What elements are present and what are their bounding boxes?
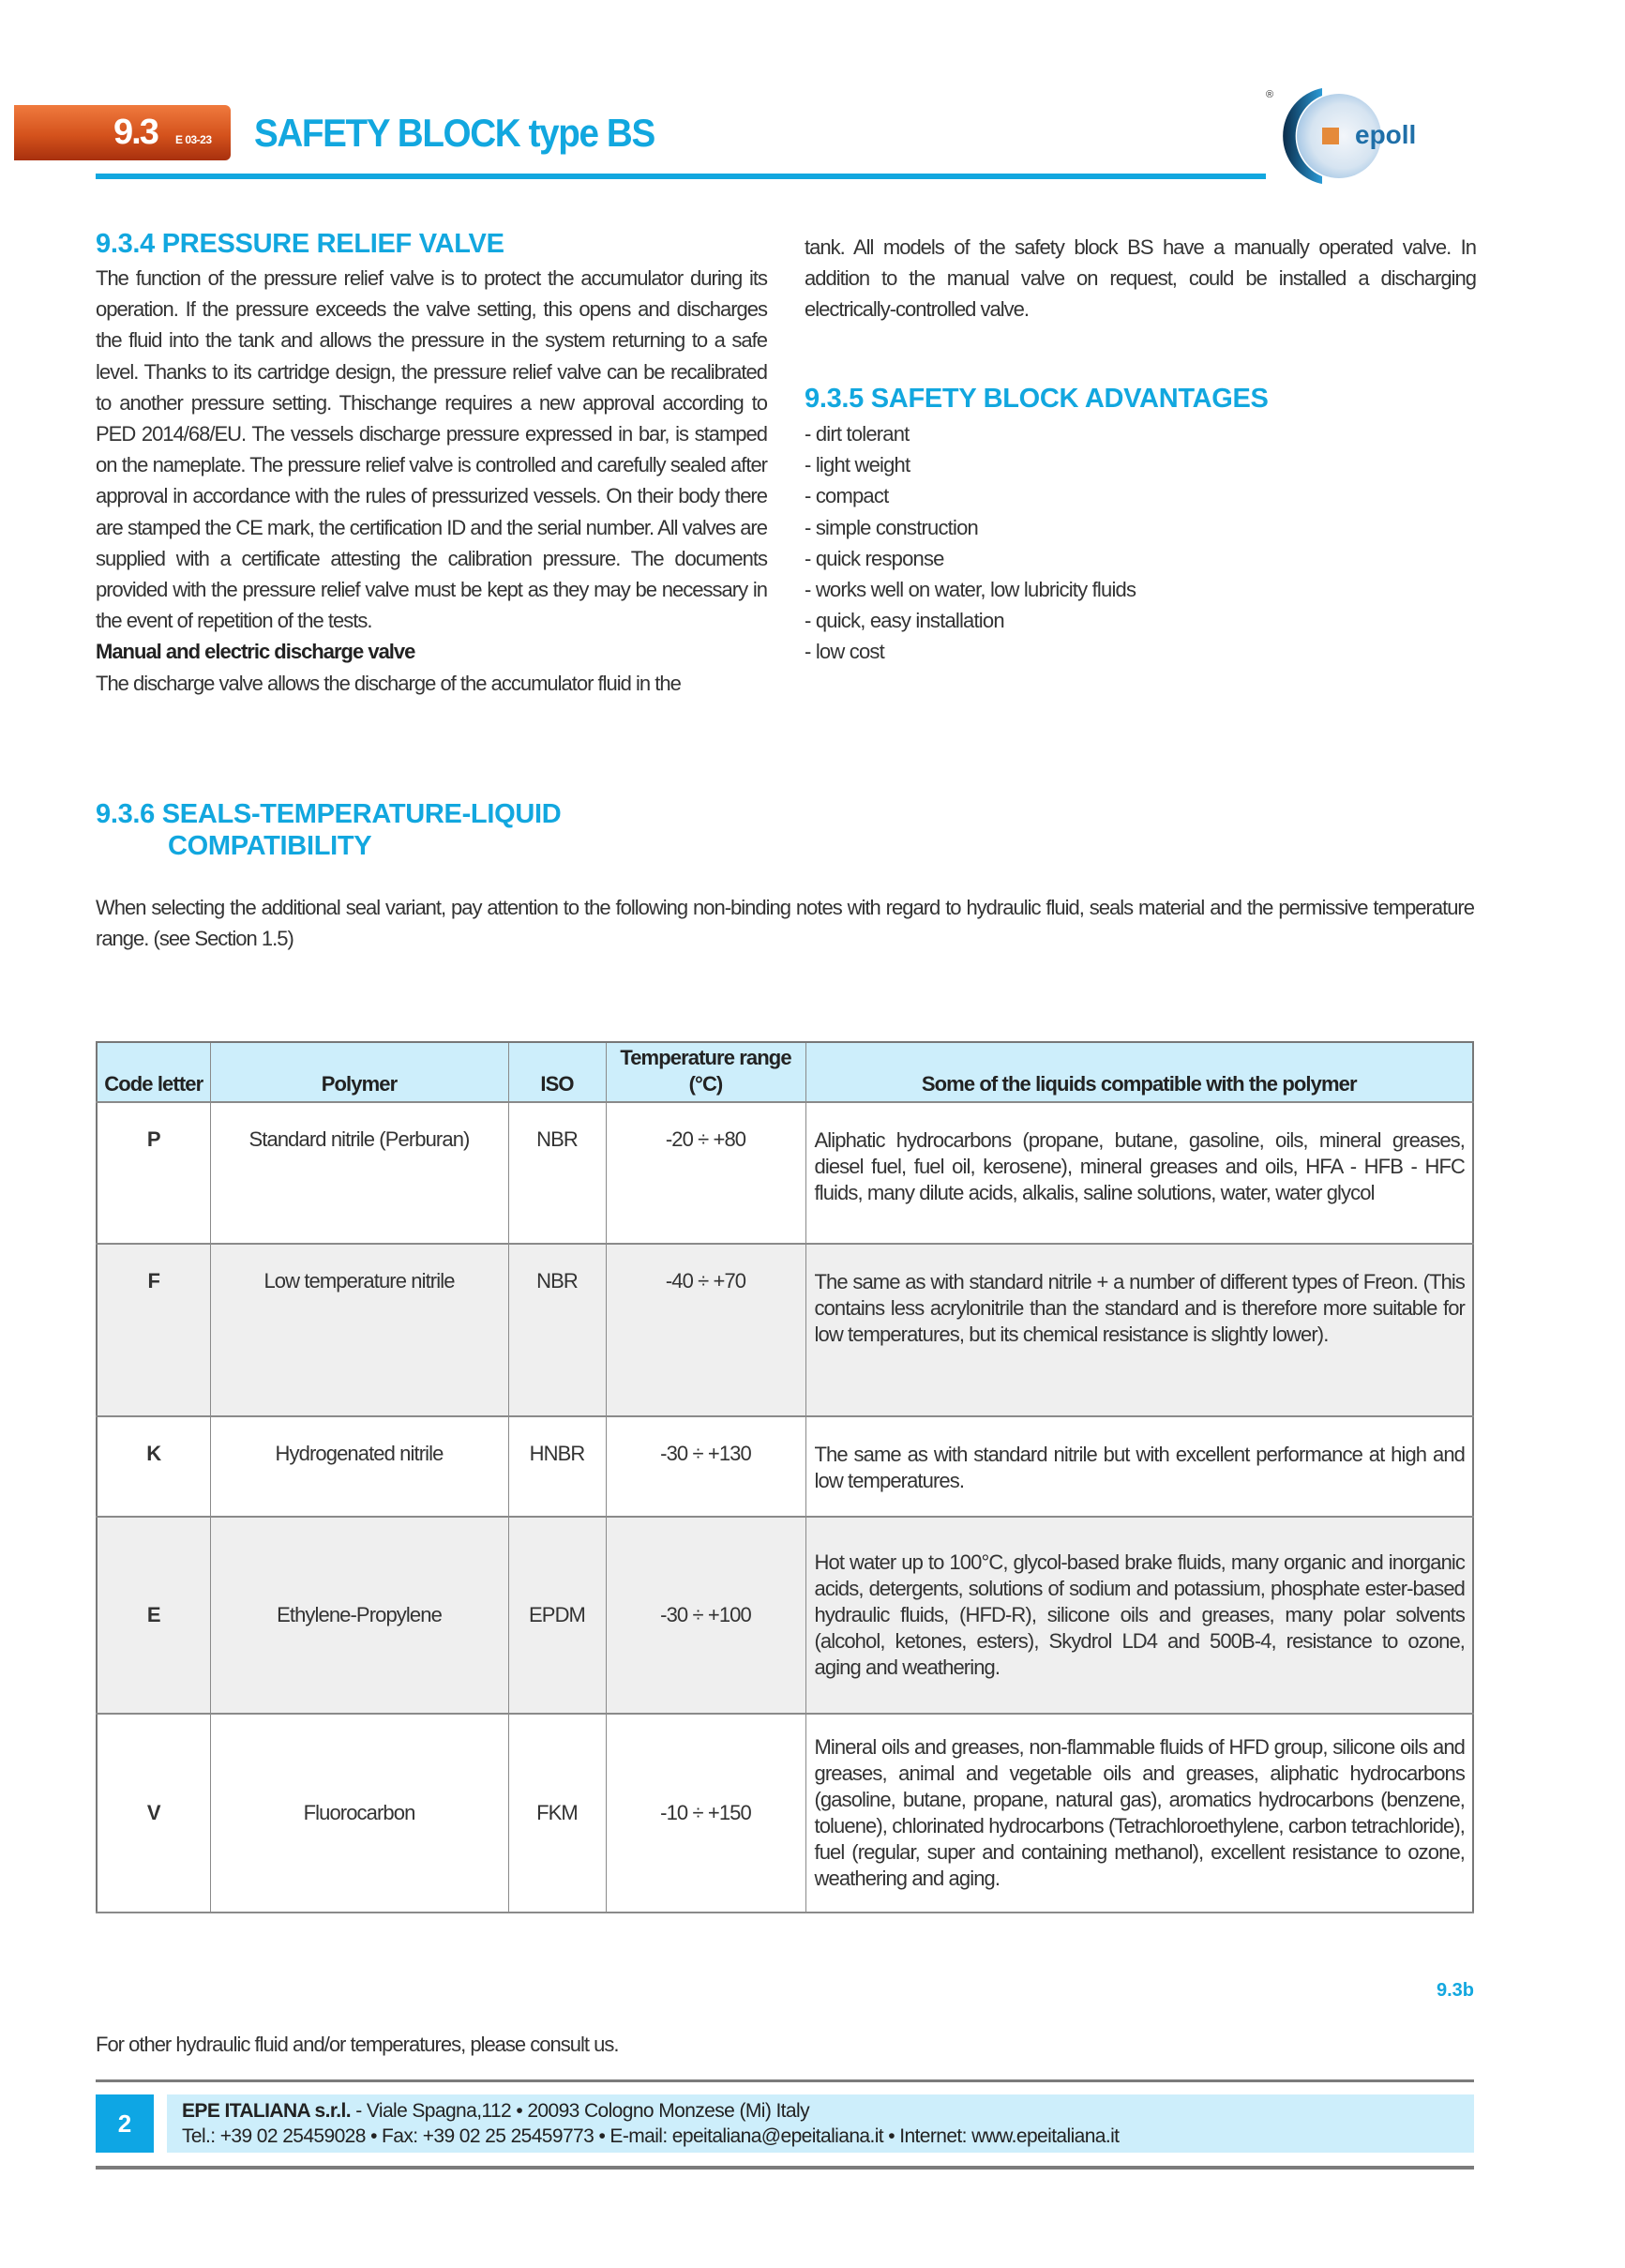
table-reference: 9.3b	[1436, 1980, 1474, 2001]
cell-temp: -10 ÷ +150	[606, 1714, 805, 1913]
cell-polymer: Hydrogenated nitrile	[210, 1416, 508, 1517]
advantages-list	[805, 418, 1136, 668]
cell-code: K	[97, 1416, 210, 1517]
section-934-heading: 9.3.4 PRESSURE RELIEF VALVE	[96, 229, 504, 259]
page-number: 2	[96, 2094, 154, 2153]
list-item: - simple construction	[805, 515, 978, 539]
company-contacts: Tel.: +39 02 25459028 • Fax: +39 02 25 25459773 • E-mail: epeitaliana@epeitaliana.it • Internet: www.epeitaliana.it	[182, 2125, 1120, 2147]
cell-temp: -20 ÷ +80	[606, 1102, 805, 1244]
cell-liquids: Mineral oils and greases, non-flammable fluids of HFD group, silicone oils and greases, animal and vegetable oils and greases, aliphatic hydrocarbons (gasoline, butane, propane, natural gas), aromatics hydrocarbons (benzene, toluene), chlorinated hydrocarbons (Tetrachloroethylene, carbon tetrachloride), fuel (regular, super and containing methanol), excellent resistance to ozone, weathering and aging.	[805, 1714, 1473, 1913]
company-address: - Viale Spagna,112 • 20093 Cologno Monzese (Mi) Italy	[350, 2100, 809, 2122]
svg-text:®: ®	[1266, 89, 1274, 100]
cell-code: P	[97, 1102, 210, 1244]
cell-code: F	[97, 1244, 210, 1416]
list-item: - light weight	[805, 453, 910, 477]
cell-polymer: Ethylene-Propylene	[210, 1517, 508, 1714]
header-liquids: Some of the liquids compatible with the polymer	[805, 1042, 1473, 1102]
list-item: - compact	[805, 484, 889, 508]
section-badge	[14, 105, 231, 160]
cell-iso: NBR	[508, 1244, 606, 1416]
discharge-valve-body: The discharge valve allows the discharge of the accumulator fluid in the	[96, 671, 681, 695]
list-item: - dirt tolerant	[805, 422, 910, 446]
section-935-heading: 9.3.5 SAFETY BLOCK ADVANTAGES	[805, 384, 1269, 414]
cell-code: E	[97, 1517, 210, 1714]
epoll-logo	[1266, 86, 1482, 185]
list-item: - quick, easy installation	[805, 609, 1004, 633]
list-item: - works well on water, low lubricity fluids	[805, 578, 1136, 602]
svg-text:epoll: epoll	[1355, 120, 1417, 149]
cell-liquids: Hot water up to 100°C, glycol-based brake fluids, many organic and inorganic acids, detergents, solutions of sodium and potassium, phosphate ester-based hydraulic fluids, (HFD-R), silicone oils and greases, many polar solvents (alcohol, ketones, esters), Skydrol LD4 and 500B-4, resistance to ozone, aging and weathering.	[805, 1517, 1473, 1714]
footer-divider	[96, 2079, 1474, 2082]
discharge-valve-subheading: Manual and electric discharge valve	[96, 640, 415, 664]
list-item: - low cost	[805, 640, 884, 664]
footer-divider-bottom	[96, 2166, 1474, 2170]
consult-note: For other hydraulic fluid and/or temperatures, please consult us.	[96, 2033, 619, 2056]
cell-temp: -30 ÷ +130	[606, 1416, 805, 1517]
discharge-valve-body-cont: tank. All models of the safety block BS have a manually operated valve. In addition to the manual valve on request, could be installed a discharging electrically-controlled valve.	[805, 235, 1476, 322]
cell-liquids: The same as with standard nitrile but with excellent performance at high and low temperatures.	[805, 1416, 1473, 1517]
header-temp: Temperature range (°C)	[606, 1042, 805, 1102]
section-934-body: The function of the pressure relief valve is to protect the accumulator during its operation. If the pressure exceeds the valve setting, this opens and discharges the fluid into the tank and allows the pressure in the system returning to a safe level. Thanks to its cartridge design, the pressure relief valve can be recalibrated to another pressure setting. Thischange requires a new approval according to PED 2014/68/EU. The vessels discharge pressure expressed in bar, is stamped on the nameplate. The pressure relief valve is controlled and carefully sealed after approval in accordance with the rules of pressurized vessels. On their body there are stamped the CE mark, the certification ID and the serial number. All valves are supplied with a certificate attesting the calibration pressure. The documents provided with the pressure relief valve must be kept as they may be necessary in the event of repetition of the tests.	[96, 266, 767, 633]
list-item: - quick response	[805, 546, 944, 570]
cell-polymer: Fluorocarbon	[210, 1714, 508, 1913]
cell-polymer: Standard nitrile (Perburan)	[210, 1102, 508, 1244]
cell-temp: -30 ÷ +100	[606, 1517, 805, 1714]
footer-info	[167, 2094, 1474, 2153]
cell-liquids: The same as with standard nitrile + a number of different types of Freon. (This contains less acrylonitrile than the standard and is therefore more suitable for low temperatures, but its chemical resistance is slightly lower).	[805, 1244, 1473, 1416]
cell-polymer: Low temperature nitrile	[210, 1244, 508, 1416]
cell-code: V	[97, 1714, 210, 1913]
cell-iso: NBR	[508, 1102, 606, 1244]
compatibility-table	[96, 1041, 1474, 1913]
cell-liquids: Aliphatic hydrocarbons (propane, butane, gasoline, oils, mineral greases, diesel fuel, fuel oil, kerosene), mineral greases and oils, HFA - HFB - HFC fluids, many dilute acids, alkalis, saline solutions, water, water glycol	[805, 1102, 1473, 1244]
table-row	[97, 1102, 1473, 1244]
table-row	[97, 1244, 1473, 1416]
header-iso: ISO	[508, 1042, 606, 1102]
table-row	[97, 1517, 1473, 1714]
header-code: Code letter	[97, 1042, 210, 1102]
cell-iso: EPDM	[508, 1517, 606, 1714]
section-936-heading: 9.3.6 SEALS-TEMPERATURE-LIQUID	[96, 799, 562, 829]
section-number: 9.3	[113, 113, 158, 152]
cell-iso: HNBR	[508, 1416, 606, 1517]
table-row	[97, 1714, 1473, 1913]
page-title: SAFETY BLOCK type BS	[254, 111, 655, 155]
cell-iso: FKM	[508, 1714, 606, 1913]
cell-temp: -40 ÷ +70	[606, 1244, 805, 1416]
section-936-intro: When selecting the additional seal variant, pay attention to the following non-binding notes with regard to hydraulic fluid, seals material and the permissive temperature range. (see Section 1.5)	[96, 896, 1474, 951]
table-header-row	[97, 1042, 1473, 1102]
edition-code: E 03-23	[175, 133, 212, 146]
company-name: EPE ITALIANA s.r.l.	[182, 2100, 351, 2122]
table-row	[97, 1416, 1473, 1517]
header-rule	[96, 174, 1266, 179]
header-polymer: Polymer	[210, 1042, 508, 1102]
section-936-heading-2: COMPATIBILITY	[168, 831, 372, 861]
